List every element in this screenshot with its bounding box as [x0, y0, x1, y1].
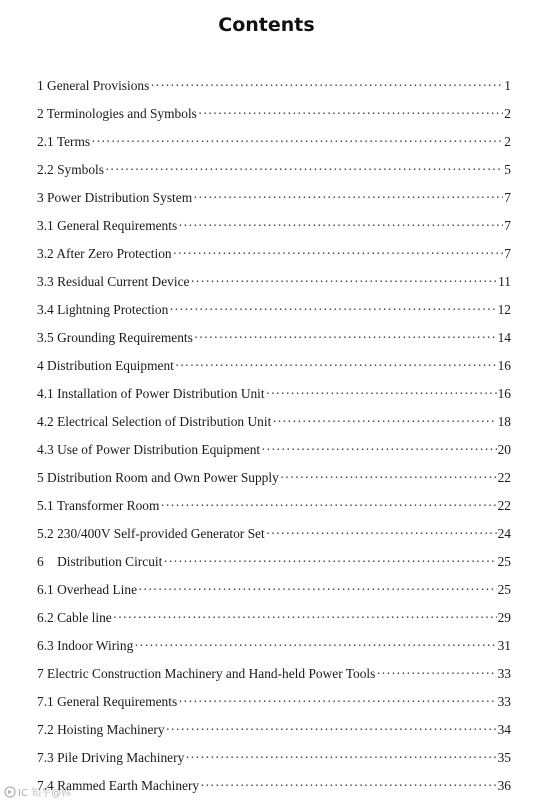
toc-entry-page-number: 7	[504, 190, 511, 205]
toc-entry[interactable]	[37, 576, 511, 604]
toc-dot-leader	[169, 296, 496, 324]
toc-entry[interactable]	[37, 520, 511, 548]
toc-dot-leader	[138, 576, 497, 604]
toc-entry[interactable]	[37, 632, 511, 660]
toc-dot-leader	[173, 240, 504, 268]
toc-dot-leader	[113, 604, 497, 632]
toc-entry[interactable]	[37, 492, 511, 520]
toc-entry-label: 3.3 Residual Current Device	[37, 274, 190, 289]
toc-entry-page-number: 16	[497, 358, 511, 373]
toc-entry-label: 7.3 Pile Driving Machinery	[37, 750, 185, 765]
toc-entry-label: 7 Electric Construction Machinery and Hand-held Power Tools	[37, 666, 376, 681]
toc-entry-label: 2.2 Symbols	[37, 162, 104, 177]
toc-entry-label: 4 Distribution Equipment	[37, 358, 174, 373]
toc-entry-label: 7.1 General Requirements	[37, 694, 178, 709]
toc-dot-leader	[190, 268, 497, 296]
toc-entry-label: 3 Power Distribution System	[37, 190, 193, 205]
toc-entry-page-number: 35	[497, 750, 511, 765]
toc-entry-page-number: 31	[497, 638, 511, 653]
watermark	[4, 784, 71, 799]
toc-entry-label: 1 General Provisions	[37, 78, 150, 93]
toc-dot-leader	[280, 464, 497, 492]
toc-entry[interactable]	[37, 184, 511, 212]
toc-dot-leader	[376, 660, 496, 688]
table-of-contents	[37, 72, 511, 800]
toc-entry[interactable]	[37, 604, 511, 632]
toc-entry-label: 7.4 Rammed Earth Machinery	[37, 778, 200, 793]
toc-entry-page-number: 22	[497, 498, 511, 513]
watermark-text: IC 知乎@韩	[18, 788, 72, 799]
toc-entry[interactable]	[37, 660, 511, 688]
toc-entry-page-number: 2	[504, 106, 511, 121]
toc-entry[interactable]	[37, 212, 511, 240]
toc-dot-leader	[261, 436, 496, 464]
toc-dot-leader	[134, 632, 496, 660]
toc-entry-page-number: 7	[504, 246, 511, 261]
toc-entry-page-number: 1	[504, 78, 511, 93]
toc-entry-label: 3.5 Grounding Requirements	[37, 330, 193, 345]
toc-entry[interactable]	[37, 548, 511, 576]
toc-dot-leader	[163, 548, 496, 576]
toc-dot-leader	[266, 520, 497, 548]
toc-entry[interactable]	[37, 100, 511, 128]
toc-dot-leader	[166, 716, 497, 744]
toc-entry-page-number: 12	[497, 302, 511, 317]
toc-entry[interactable]	[37, 128, 511, 156]
toc-dot-leader	[175, 352, 497, 380]
toc-entry[interactable]	[37, 156, 511, 184]
toc-dot-leader	[105, 156, 503, 184]
toc-entry-page-number: 29	[497, 610, 511, 625]
toc-entry-label: 6.1 Overhead Line	[37, 582, 138, 597]
toc-dot-leader	[178, 688, 496, 716]
toc-dot-leader	[91, 128, 503, 156]
toc-dot-leader	[194, 324, 497, 352]
toc-entry-label: 3.2 After Zero Protection	[37, 246, 172, 261]
toc-entry[interactable]	[37, 240, 511, 268]
toc-dot-leader	[272, 408, 496, 436]
toc-entry[interactable]	[37, 72, 511, 100]
toc-entry-label: 4.3 Use of Power Distribution Equipment	[37, 442, 261, 457]
toc-dot-leader	[150, 72, 503, 100]
toc-entry[interactable]	[37, 296, 511, 324]
toc-entry-page-number: 20	[497, 442, 511, 457]
toc-dot-leader	[185, 744, 496, 772]
toc-entry[interactable]	[37, 464, 511, 492]
toc-entry[interactable]	[37, 772, 511, 800]
toc-entry-label: 5.2 230/400V Self-provided Generator Set	[37, 526, 265, 541]
toc-entry-label: 6 Distribution Circuit	[37, 554, 163, 569]
toc-entry-label: 7.2 Hoisting Machinery	[37, 722, 165, 737]
toc-entry-page-number: 18	[497, 414, 511, 429]
toc-entry[interactable]	[37, 744, 511, 772]
toc-entry-page-number: 14	[497, 330, 511, 345]
toc-entry-page-number: 33	[497, 666, 511, 681]
toc-entry[interactable]	[37, 408, 511, 436]
toc-entry[interactable]	[37, 688, 511, 716]
toc-entry-page-number: 36	[497, 778, 511, 793]
toc-dot-leader	[178, 212, 503, 240]
toc-entry-label: 2 Terminologies and Symbols	[37, 106, 197, 121]
toc-entry[interactable]	[37, 324, 511, 352]
toc-entry-page-number: 5	[504, 162, 511, 177]
toc-entry-page-number: 11	[498, 274, 511, 289]
toc-dot-leader	[266, 380, 497, 408]
toc-entry-label: 6.3 Indoor Wiring	[37, 638, 134, 653]
toc-entry-label: 6.2 Cable line	[37, 610, 112, 625]
page-title: Contents	[218, 14, 315, 36]
toc-entry-page-number: 7	[504, 218, 511, 233]
toc-entry-page-number: 22	[497, 470, 511, 485]
toc-entry-page-number: 25	[497, 554, 511, 569]
toc-dot-leader	[200, 772, 496, 800]
toc-entry-label: 4.1 Installation of Power Distribution Unit	[37, 386, 265, 401]
toc-entry-page-number: 33	[497, 694, 511, 709]
toc-entry[interactable]	[37, 380, 511, 408]
toc-entry-label: 2.1 Terms	[37, 134, 91, 149]
toc-entry[interactable]	[37, 716, 511, 744]
toc-entry-label: 5.1 Transformer Room	[37, 498, 160, 513]
watermark-logo-icon	[4, 786, 16, 798]
toc-entry-label: 3.4 Lightning Protection	[37, 302, 169, 317]
toc-entry-page-number: 25	[497, 582, 511, 597]
toc-entry-page-number: 16	[497, 386, 511, 401]
toc-dot-leader	[198, 100, 503, 128]
toc-dot-leader	[160, 492, 496, 520]
toc-entry-label: 4.2 Electrical Selection of Distribution Unit	[37, 414, 272, 429]
toc-entry[interactable]	[37, 436, 511, 464]
toc-entry-page-number: 2	[504, 134, 511, 149]
toc-entry[interactable]	[37, 352, 511, 380]
toc-dot-leader	[193, 184, 503, 212]
toc-entry-page-number: 24	[497, 526, 511, 541]
toc-entry-label: 3.1 General Requirements	[37, 218, 178, 233]
toc-entry[interactable]	[37, 268, 511, 296]
toc-entry-page-number: 34	[497, 722, 511, 737]
toc-entry-label: 5 Distribution Room and Own Power Supply	[37, 470, 279, 485]
